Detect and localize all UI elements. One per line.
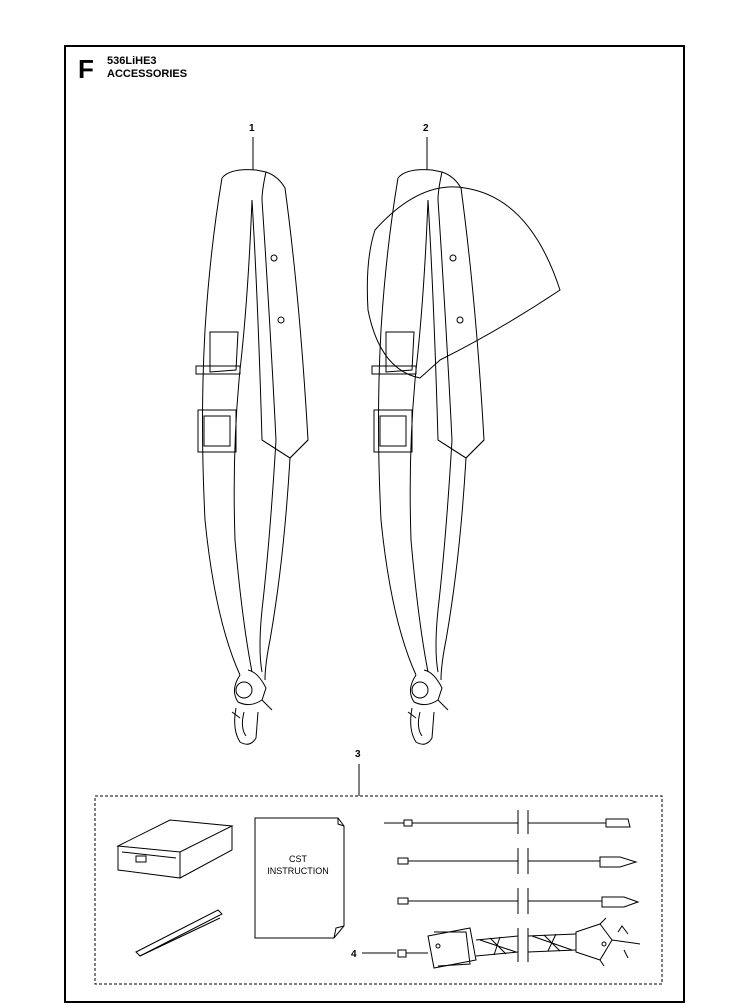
manual-title-line2: INSTRUCTION xyxy=(267,866,329,876)
cst-kit xyxy=(95,749,662,984)
cable-1 xyxy=(384,810,630,834)
tweezers xyxy=(136,910,222,956)
callout-3: 3 xyxy=(355,749,361,760)
shoulder-strap-1 xyxy=(196,123,308,744)
cable-4-adapter xyxy=(351,918,640,968)
instruction-manual xyxy=(255,818,344,938)
manual-title-line1: CST xyxy=(289,854,307,864)
model-name: 536LiHE3 xyxy=(107,55,157,67)
interface-box xyxy=(118,820,232,878)
callout-2: 2 xyxy=(423,123,429,134)
shoulder-strap-2 xyxy=(367,123,560,744)
callout-4: 4 xyxy=(351,949,357,960)
cable-2 xyxy=(398,848,636,874)
cable-3 xyxy=(398,888,638,914)
callout-1: 1 xyxy=(249,123,255,134)
page-title: ACCESSORIES xyxy=(107,68,188,80)
section-letter: F xyxy=(78,54,94,84)
